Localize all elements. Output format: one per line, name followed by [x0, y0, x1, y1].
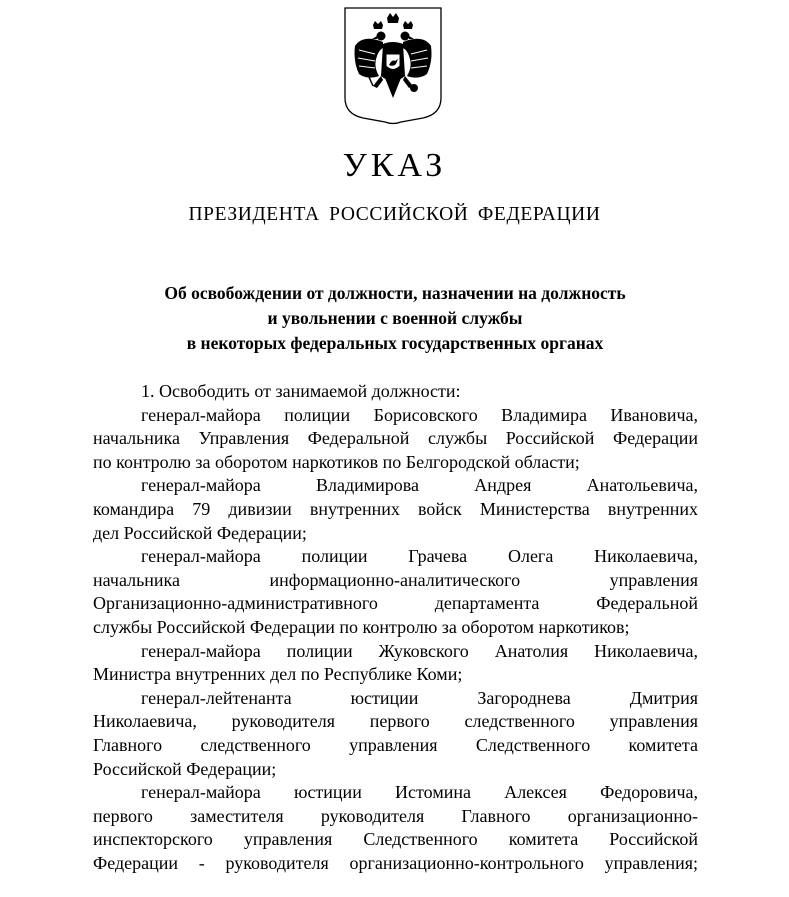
coat-of-arms-icon	[343, 6, 443, 126]
entry-line: генерал-майора полиции Грачева Олега Николаевича,	[141, 546, 698, 567]
entry-line: генерал-майора юстиции Истомина Алексея Федоровича,	[141, 782, 698, 803]
entry-line: Министра внутренних дел по Республике Коми;	[93, 664, 463, 685]
heading-line: Об освобождении от должности, назначении на должность	[164, 283, 626, 303]
decree-body	[93, 380, 698, 875]
entry-line: начальника информационно-аналитического управления	[93, 569, 698, 590]
entry-zhukovsky	[93, 640, 698, 687]
decree-heading	[60, 281, 730, 356]
entry-line: генерал-лейтенанта юстиции Загороднева Дмитрия	[141, 687, 698, 708]
entry-line: генерал-майора Владимирова Андрея Анатольевича,	[141, 475, 698, 496]
entry-line: командира 79 дивизии внутренних войск Министерства внутренних	[93, 498, 698, 519]
document-title: УКАЗ	[342, 147, 447, 184]
entry-line: начальника Управления Федеральной службы Российской Федерации	[93, 428, 698, 449]
document-subtitle: ПРЕЗИДЕНТА РОССИЙСКОЙ ФЕДЕРАЦИИ	[188, 204, 601, 225]
entry-zagorodnev	[93, 687, 698, 781]
entry-line: дел Российской Федерации;	[93, 522, 307, 543]
entry-line: первого заместителя руководителя Главного организационно-	[93, 805, 698, 826]
entry-line: Федерации - руководителя организационно-контрольного управления;	[93, 852, 698, 873]
entry-line: Главного следственного управления Следственного комитета	[93, 734, 698, 755]
entry-line: генерал-майора полиции Жуковского Анатолия Николаевича,	[141, 640, 698, 661]
entry-istomin	[93, 781, 698, 875]
heading-line: в некоторых федеральных государственных органах	[186, 333, 604, 353]
entry-line: по контролю за оборотом наркотиков по Белгородской области;	[93, 451, 580, 472]
entry-line: Организационно-административного департамента Федеральной	[93, 593, 698, 614]
entry-line: Николаевича, руководителя первого следственного управления	[93, 711, 698, 732]
entry-line: генерал-майора полиции Борисовского Владимира Ивановича,	[141, 404, 698, 425]
entry-line: службы Российской Федерации по контролю за оборотом наркотиков;	[93, 616, 630, 637]
entry-line: Российской Федерации;	[93, 758, 277, 779]
entry-vladimirov	[93, 474, 698, 545]
heading-line: и увольнении с военной службы	[267, 308, 523, 328]
entry-borisovsky	[93, 404, 698, 475]
entry-grachev	[93, 545, 698, 639]
entry-line: инспекторского управления Следственного комитета Российской	[93, 829, 698, 850]
item-1-heading: 1. Освободить от занимаемой должности:	[141, 381, 461, 401]
